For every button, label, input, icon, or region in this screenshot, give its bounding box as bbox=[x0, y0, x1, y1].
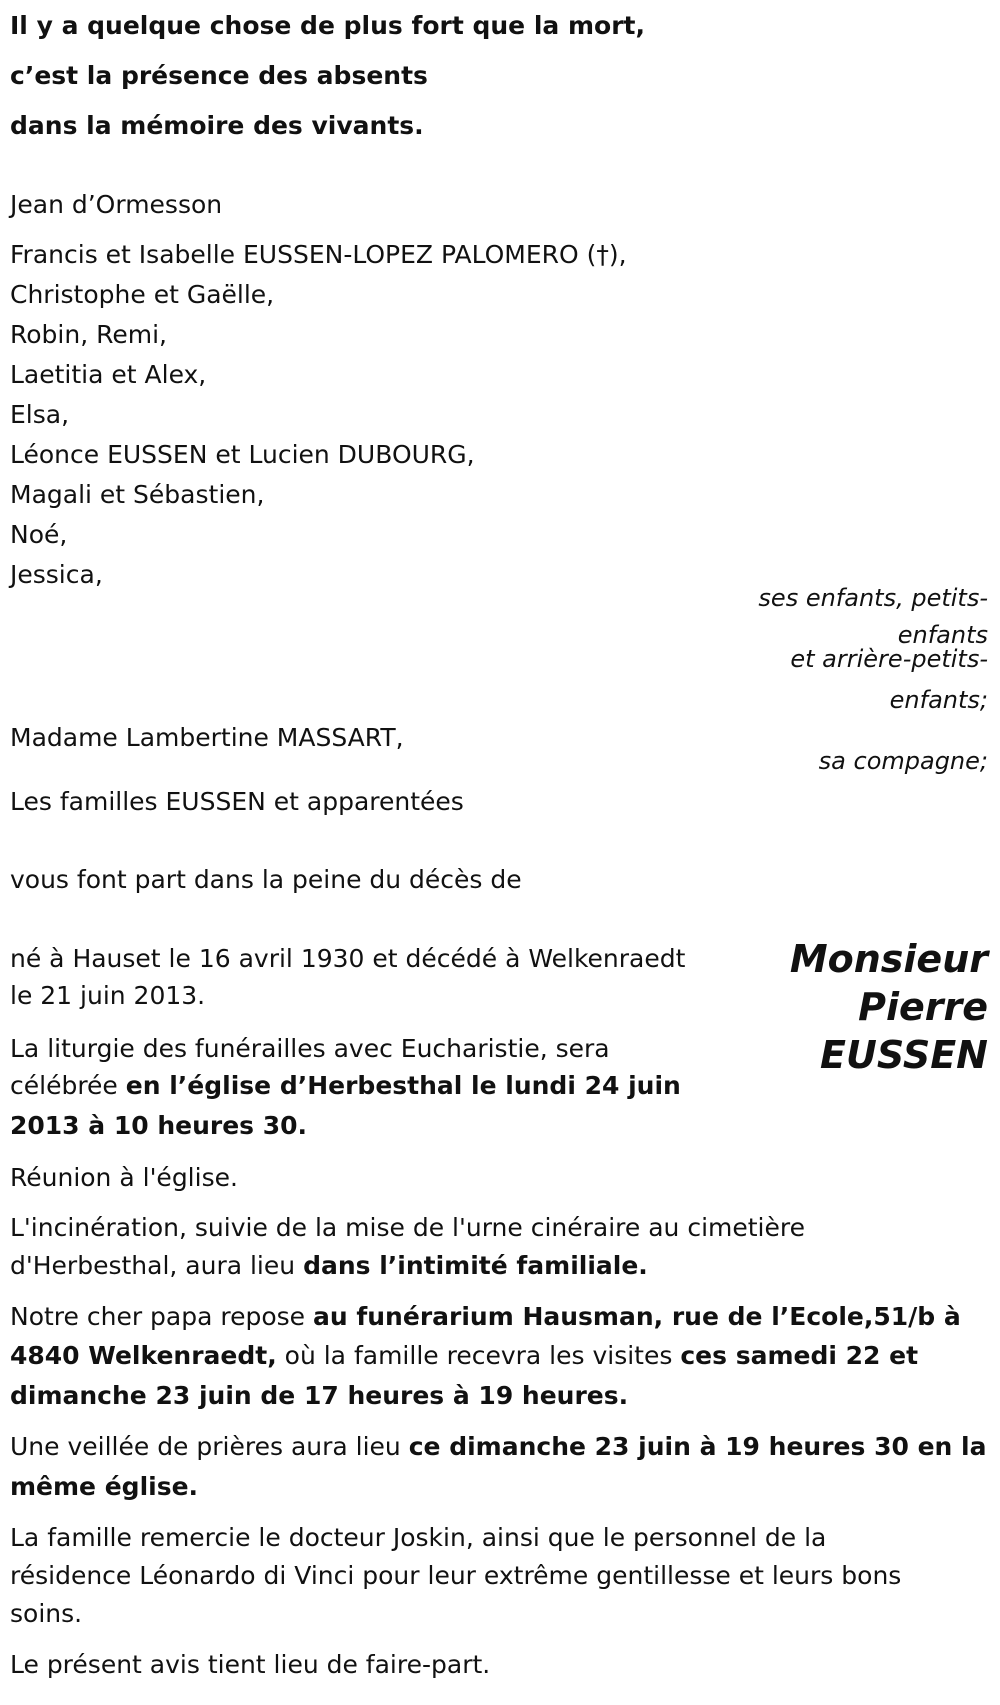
quote-line-1: Il y a quelque chose de plus fort que la mort, bbox=[10, 11, 645, 40]
vigil-date: ce dimanche 23 juin à 19 heures 30 en la bbox=[408, 1432, 987, 1461]
liturgy-line-3: 2013 à 10 heures 30. bbox=[10, 1111, 308, 1140]
incineration-text: d'Herbesthal, aura lieu bbox=[10, 1251, 304, 1280]
family-line: Francis et Isabelle EUSSEN-LOPEZ PALOMERO (†), bbox=[10, 240, 627, 269]
liturgy-text: célébrée bbox=[10, 1071, 126, 1100]
family-line: Noé, bbox=[10, 520, 68, 549]
liturgy-line-1: La liturgie des funérailles avec Eucharistie, sera bbox=[10, 1034, 610, 1063]
repose-city: 4840 Welkenraedt, bbox=[10, 1341, 277, 1370]
repose-line-1 bbox=[10, 1302, 961, 1331]
incineration-line-1: L'incinération, suivie de la mise de l'urne cinéraire au cimetière bbox=[10, 1213, 805, 1242]
repose-place: au funérarium Hausman, rue de l’Ecole,51/b à bbox=[313, 1302, 961, 1331]
companion-relation: sa compagne; bbox=[818, 747, 988, 775]
family-line: Léonce EUSSEN et Lucien DUBOURG, bbox=[10, 440, 475, 469]
thanks-line-3: soins. bbox=[10, 1599, 83, 1628]
repose-visits-text: où la famille recevra les visites bbox=[276, 1341, 681, 1370]
deceased-first-name: Pierre bbox=[858, 985, 988, 1029]
reunion-line: Réunion à l'église. bbox=[10, 1163, 238, 1192]
repose-line-3: dimanche 23 juin de 17 heures à 19 heures. bbox=[10, 1381, 629, 1410]
liturgy-line-2 bbox=[10, 1071, 681, 1100]
closing-line: Le présent avis tient lieu de faire-part. bbox=[10, 1650, 491, 1679]
families-line: Les familles EUSSEN et apparentées bbox=[10, 787, 464, 816]
relation-great-grandchildren-line-2: enfants; bbox=[889, 686, 988, 714]
deceased-last-name: EUSSEN bbox=[820, 1033, 988, 1077]
thanks-line-2: résidence Léonardo di Vinci pour leur extrême gentillesse et leurs bons bbox=[10, 1561, 902, 1590]
relation-children-line-1: ses enfants, petits- bbox=[758, 584, 988, 612]
relation-children-line-2: enfants bbox=[897, 621, 988, 649]
quote-line-3: dans la mémoire des vivants. bbox=[10, 111, 424, 140]
deceased-title: Monsieur bbox=[789, 937, 988, 981]
vigil-line-2: même église. bbox=[10, 1472, 199, 1501]
family-line: Laetitia et Alex, bbox=[10, 360, 207, 389]
incineration-line-2 bbox=[10, 1251, 648, 1280]
repose-visit-days: ces samedi 22 et bbox=[680, 1341, 919, 1370]
incineration-privacy: dans l’intimité familiale. bbox=[303, 1251, 648, 1280]
family-line: Elsa, bbox=[10, 400, 70, 429]
vigil-line-1 bbox=[10, 1432, 986, 1461]
family-line: Magali et Sébastien, bbox=[10, 480, 265, 509]
family-line: Robin, Remi, bbox=[10, 320, 167, 349]
companion-name: Madame Lambertine MASSART, bbox=[10, 723, 404, 752]
family-line: Christophe et Gaëlle, bbox=[10, 280, 275, 309]
quote-author: Jean d’Ormesson bbox=[10, 190, 223, 219]
quote-line-2: c’est la présence des absents bbox=[10, 61, 428, 90]
vigil-text: Une veillée de prières aura lieu bbox=[10, 1432, 409, 1461]
family-line: Jessica, bbox=[10, 560, 103, 589]
relation-great-grandchildren-line-1: et arrière-petits- bbox=[790, 645, 988, 673]
birth-death-line-1: né à Hauset le 16 avril 1930 et décédé à Welkenraedt bbox=[10, 944, 686, 973]
liturgy-place-date: en l’église d’Herbesthal le lundi 24 juin bbox=[125, 1071, 681, 1100]
announcement: vous font part dans la peine du décès de bbox=[10, 865, 522, 894]
deceased-name bbox=[768, 935, 988, 1079]
repose-line-2 bbox=[10, 1341, 918, 1370]
repose-text: Notre cher papa repose bbox=[10, 1302, 314, 1331]
thanks-line-1: La famille remercie le docteur Joskin, ainsi que le personnel de la bbox=[10, 1523, 827, 1552]
birth-death-line-2: le 21 juin 2013. bbox=[10, 981, 206, 1010]
